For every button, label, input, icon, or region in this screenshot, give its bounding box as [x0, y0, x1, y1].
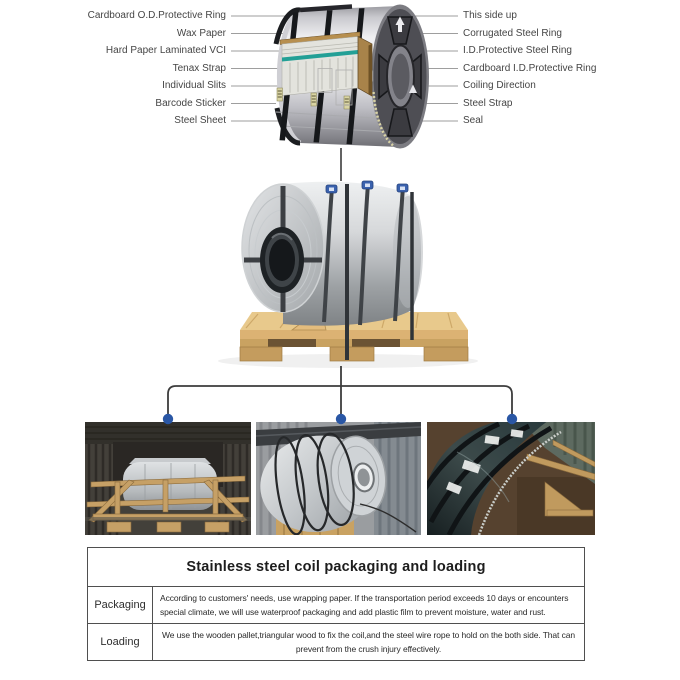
- container-photo-coil-on-pallet: [256, 422, 421, 535]
- diagram-callout-label: Cardboard I.D.Protective Ring: [463, 62, 597, 74]
- diagram-callout-label: Steel Sheet: [174, 115, 226, 126]
- container-photo-wood-braced-coil: [85, 422, 251, 535]
- coil-illustration: [276, 5, 429, 149]
- packaging-loading-table: [87, 547, 585, 661]
- diagram-callout-label: Seal: [463, 115, 484, 126]
- connector-dot: [507, 414, 517, 424]
- diagram-callout-label: Cardboard O.D.Protective Ring: [87, 10, 226, 21]
- diagram-callout-label: Steel Strap: [463, 97, 513, 109]
- table-row-label: Loading: [88, 624, 153, 660]
- table-row-text: According to customers' needs, use wrapping paper. If the transportation period exceeds 10 days or encounters special climate, we will use waterproof packaging and add plastic film to prevent moisture, water and rust.: [160, 593, 569, 618]
- table-row-label: Packaging: [88, 587, 153, 623]
- connector-dot: [163, 414, 173, 424]
- container-photo-coil-closeup: [427, 422, 595, 535]
- table-title: Stainless steel coil packaging and loading: [88, 548, 584, 587]
- diagram-callout-label: I.D.Protective Steel Ring: [463, 45, 572, 56]
- connector-dot: [336, 414, 346, 424]
- table-row: [88, 587, 584, 624]
- diagram-callout-label: Coiling Direction: [463, 80, 536, 91]
- diagram-callout-label: Corrugated Steel Ring: [463, 27, 562, 39]
- cutaway-window: [280, 32, 372, 96]
- diagram-callout-label: Tenax Strap: [172, 62, 226, 74]
- diagram-callout-label: Individual Slits: [162, 80, 226, 91]
- table-row-text: We use the wooden pallet,triangular wood to fix the coil,and the steel wire rope to hold on the both side. That can prevent from the crush injury effectively.: [162, 630, 575, 655]
- table-row: [88, 624, 584, 660]
- diagram-callout-label: Hard Paper Laminated VCI: [105, 45, 226, 56]
- wax-paper-layer: [282, 37, 358, 96]
- coil-on-pallet-photo: [0, 178, 680, 368]
- diagram-callout-label: Barcode Sticker: [155, 97, 226, 109]
- diagram-callout-label: This side up: [463, 10, 517, 21]
- diagram-callout-label: Wax Paper: [176, 27, 226, 39]
- id-protective-steel-ring: [392, 54, 410, 100]
- connector-tree: [0, 363, 680, 427]
